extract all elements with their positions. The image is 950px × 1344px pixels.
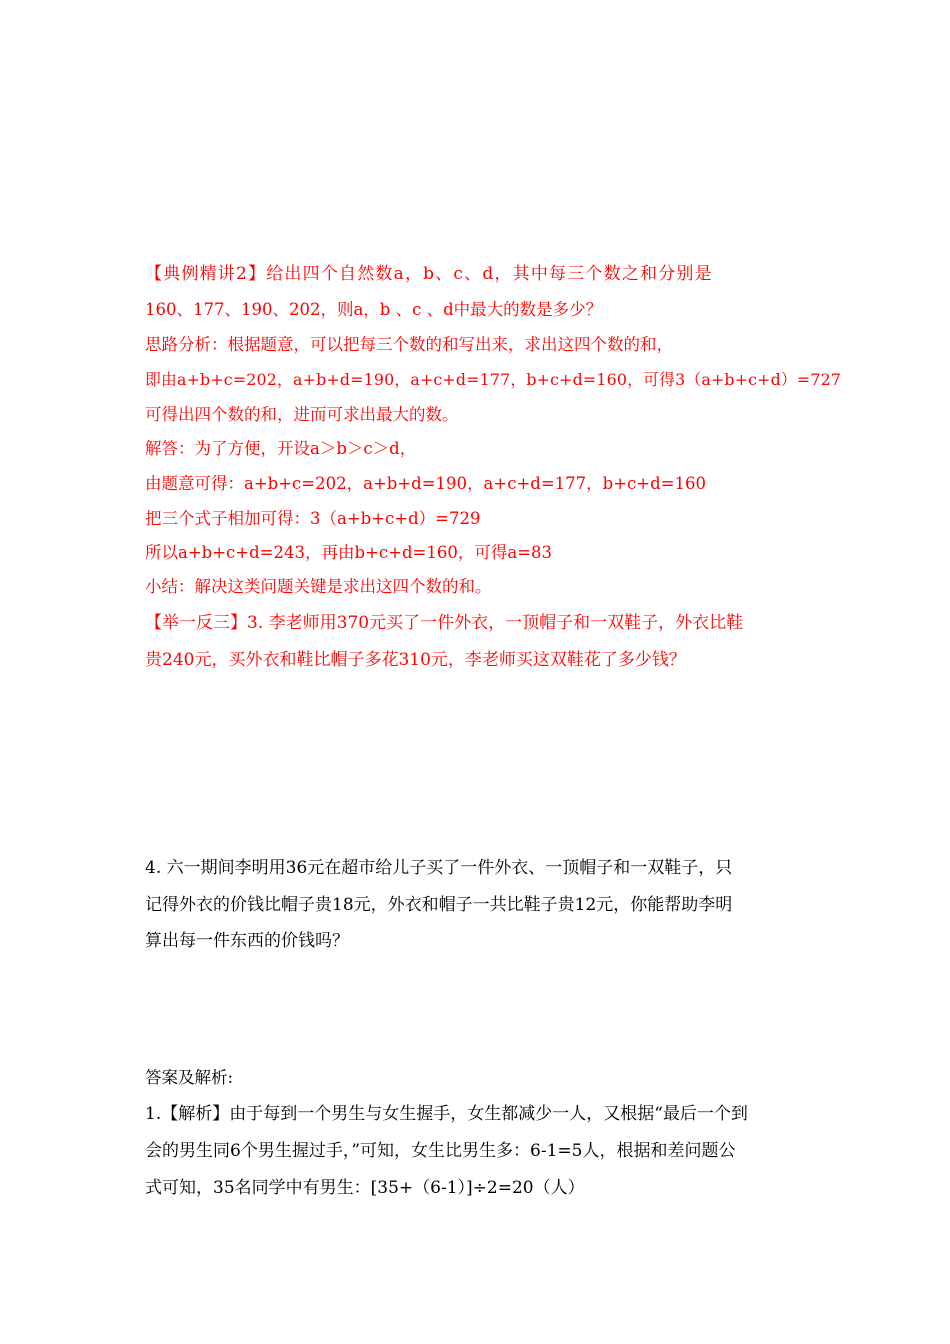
analysis-line-1: 思路分析：根据题意，可以把每三个数的和写出来，求出这四个数的和， [145, 335, 673, 354]
summary-line: 小结：解决这类问题关键是求出这四个数的和。 [145, 577, 492, 596]
question-4-line-1: 4. 六一期间李明用36元在超市给儿子买了一件外衣、一顶帽子和一双鞋子，只 [145, 858, 733, 878]
solution-line-2: 由题意可得：a+b+c=202，a+b+d=190，a+c+d=177，b+c+d=160 [145, 474, 706, 493]
practice-question-3-line-1: 【举一反三】3. 李老师用370元买了一件外衣，一顶帽子和一双鞋子，外衣比鞋 [145, 613, 744, 633]
question-4-line-3: 算出每一件东西的价钱吗？ [145, 931, 349, 951]
solution-line-3: 把三个式子相加可得：3（a+b+c+d）=729 [145, 509, 481, 528]
answer-1-line-2: 会的男生同6个男生握过手，”可知，女生比男生多：6-1=5人，根据和差问题公 [145, 1141, 736, 1161]
example-question-line: 160、177、190、202，则a，b 、c 、d中最大的数是多少？ [145, 300, 603, 319]
analysis-line-3: 可得出四个数的和，进而可求出最大的数。 [145, 405, 459, 424]
answers-heading: 答案及解析: [145, 1068, 234, 1087]
solution-line-1: 解答：为了方便，开设a＞b＞c＞d， [145, 439, 417, 458]
example-title-line: 【典例精讲2】给出四个自然数a，b、c、d，其中每三个数之和分别是 [145, 264, 713, 284]
practice-question-3-line-2: 贵240元，买外衣和鞋比帽子多花310元，李老师买这双鞋花了多少钱？ [145, 650, 686, 670]
question-4-line-2: 记得外衣的价钱比帽子贵18元，外衣和帽子一共比鞋子贵12元，你能帮助李明 [145, 895, 733, 915]
analysis-line-2: 即由a+b+c=202，a+b+d=190，a+c+d=177，b+c+d=160，可得3（a+b+c+d）=727 [145, 370, 842, 389]
answer-1-line-1: 1.【解析】由于每到一个男生与女生握手，女生都减少一人，又根据“最后一个到 [145, 1104, 748, 1124]
solution-line-4: 所以a+b+c+d=243，再由b+c+d=160，可得a=83 [145, 543, 552, 562]
answer-1-line-3: 式可知，35名同学中有男生：[35+（6-1）]÷2=20（人） [145, 1178, 585, 1198]
